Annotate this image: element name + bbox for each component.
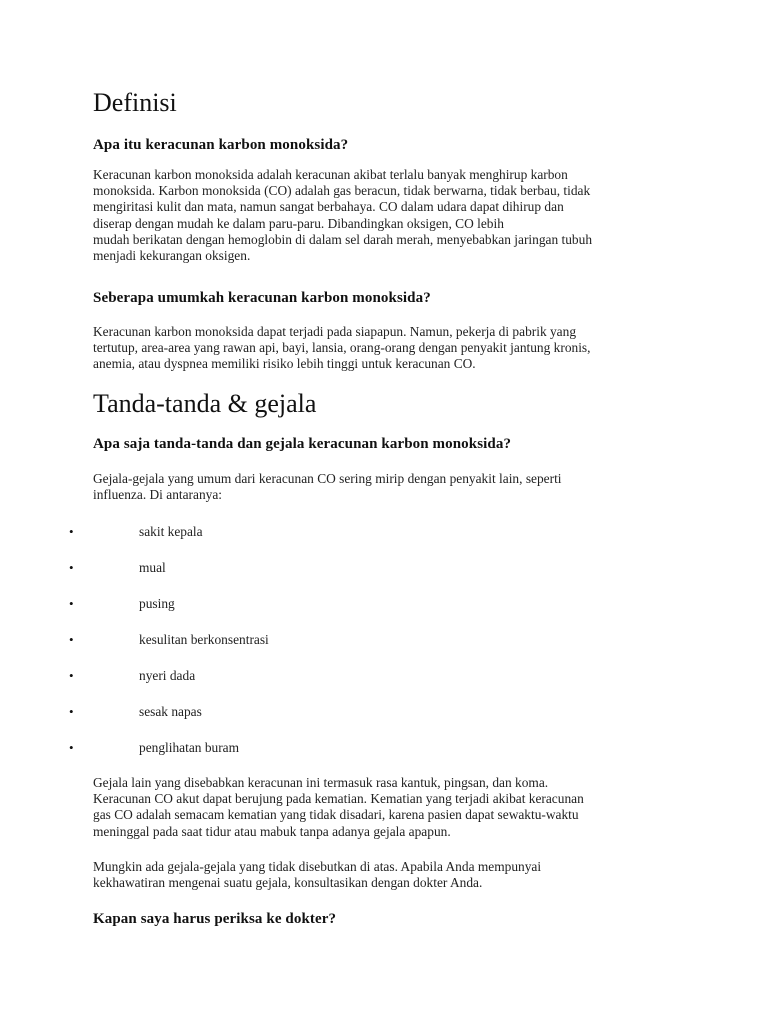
paragraph-line: influenza. Di antaranya:	[93, 487, 223, 503]
paragraph-closing	[93, 859, 541, 891]
paragraph-symptoms-intro	[93, 471, 562, 503]
paragraph-line: mudah berikatan dengan hemoglobin di dalam sel darah merah, menyebabkan jaringan tubuh	[93, 231, 593, 247]
section-title-definisi: Definisi	[93, 88, 177, 117]
paragraph-line: anemia, atau dyspnea memiliki risiko lebih tinggi untuk keracunan CO.	[93, 356, 476, 372]
bullet-icon: •	[69, 668, 74, 683]
list-item	[69, 559, 749, 577]
paragraph-line: Keracunan karbon monoksida dapat terjadi pada siapapun. Namun, pekerja di pabrik yang	[93, 324, 577, 339]
list-item-label: sesak napas	[139, 704, 202, 719]
paragraph-line: mengiritasi kulit dan mata, namun sangat berbahaya. CO dalam udara dapat dihirup dan	[93, 199, 564, 215]
paragraph-line: Keracunan karbon monoksida adalah keracunan akibat terlalu banyak menghirup karbon	[93, 167, 568, 182]
paragraph-line: meninggal pada saat tidur atau mabuk tanpa adanya gejala apapun.	[93, 823, 451, 839]
section-title-gejala: Tanda-tanda & gejala	[93, 389, 317, 418]
paragraph-line: diserap dengan mudah ke dalam paru-paru. Dibandingkan oksigen, CO lebih	[93, 215, 504, 231]
list-item	[69, 703, 749, 721]
paragraph-line: Gejala-gejala yang umum dari keracunan CO sering mirip dengan penyakit lain, seperti	[93, 471, 562, 486]
bullet-icon: •	[69, 596, 74, 611]
question-heading-doctor: Kapan saya harus periksa ke dokter?	[93, 911, 337, 927]
bullet-icon: •	[69, 740, 74, 755]
paragraph-line: menjadi kekurangan oksigen.	[93, 248, 251, 264]
paragraph-line: Gejala lain yang disebabkan keracunan ini termasuk rasa kantuk, pingsan, dan koma.	[93, 775, 549, 790]
paragraph-line: gas CO adalah semacam kematian yang tidak disadari, karena pasien dapat sewaktu-waktu	[93, 807, 579, 823]
list-item	[69, 595, 749, 613]
list-item-label: mual	[139, 560, 166, 575]
paragraph-definisi	[93, 167, 592, 264]
question-heading-definisi: Apa itu keracunan karbon monoksida?	[93, 137, 349, 153]
paragraph-line: kekhawatiran mengenai suatu gejala, konsultasikan dengan dokter Anda.	[93, 875, 483, 891]
list-item-label: penglihatan buram	[139, 740, 240, 755]
paragraph-prevalence	[93, 324, 591, 373]
bullet-icon: •	[69, 524, 74, 539]
paragraph-line: Keracunan CO akut dapat berujung pada kematian. Kematian yang terjadi akibat keracunan	[93, 791, 584, 807]
list-item-label: sakit kepala	[139, 524, 203, 539]
list-item	[69, 667, 749, 685]
list-item	[69, 523, 749, 541]
paragraph-line: tertutup, area-area yang rawan api, bayi, lansia, orang-orang dengan penyakit jantung kronis,	[93, 340, 591, 356]
bullet-icon: •	[69, 704, 74, 719]
list-item	[69, 739, 749, 757]
paragraph-other-symptoms	[93, 775, 584, 840]
list-item	[69, 631, 749, 649]
list-item-label: pusing	[139, 596, 175, 611]
question-heading-prevalence: Seberapa umumkah keracunan karbon monoksida?	[93, 290, 431, 306]
question-heading-symptoms: Apa saja tanda-tanda dan gejala keracunan karbon monoksida?	[93, 436, 512, 452]
list-item-label: kesulitan berkonsentrasi	[139, 632, 269, 647]
paragraph-line: monoksida. Karbon monoksida (CO) adalah gas beracun, tidak berwarna, tidak berbau, tidak	[93, 183, 591, 199]
bullet-icon: •	[69, 560, 74, 575]
bullet-icon: •	[69, 632, 74, 647]
list-item-label: nyeri dada	[139, 668, 196, 683]
paragraph-line: Mungkin ada gejala-gejala yang tidak disebutkan di atas. Apabila Anda mempunyai	[93, 859, 542, 874]
